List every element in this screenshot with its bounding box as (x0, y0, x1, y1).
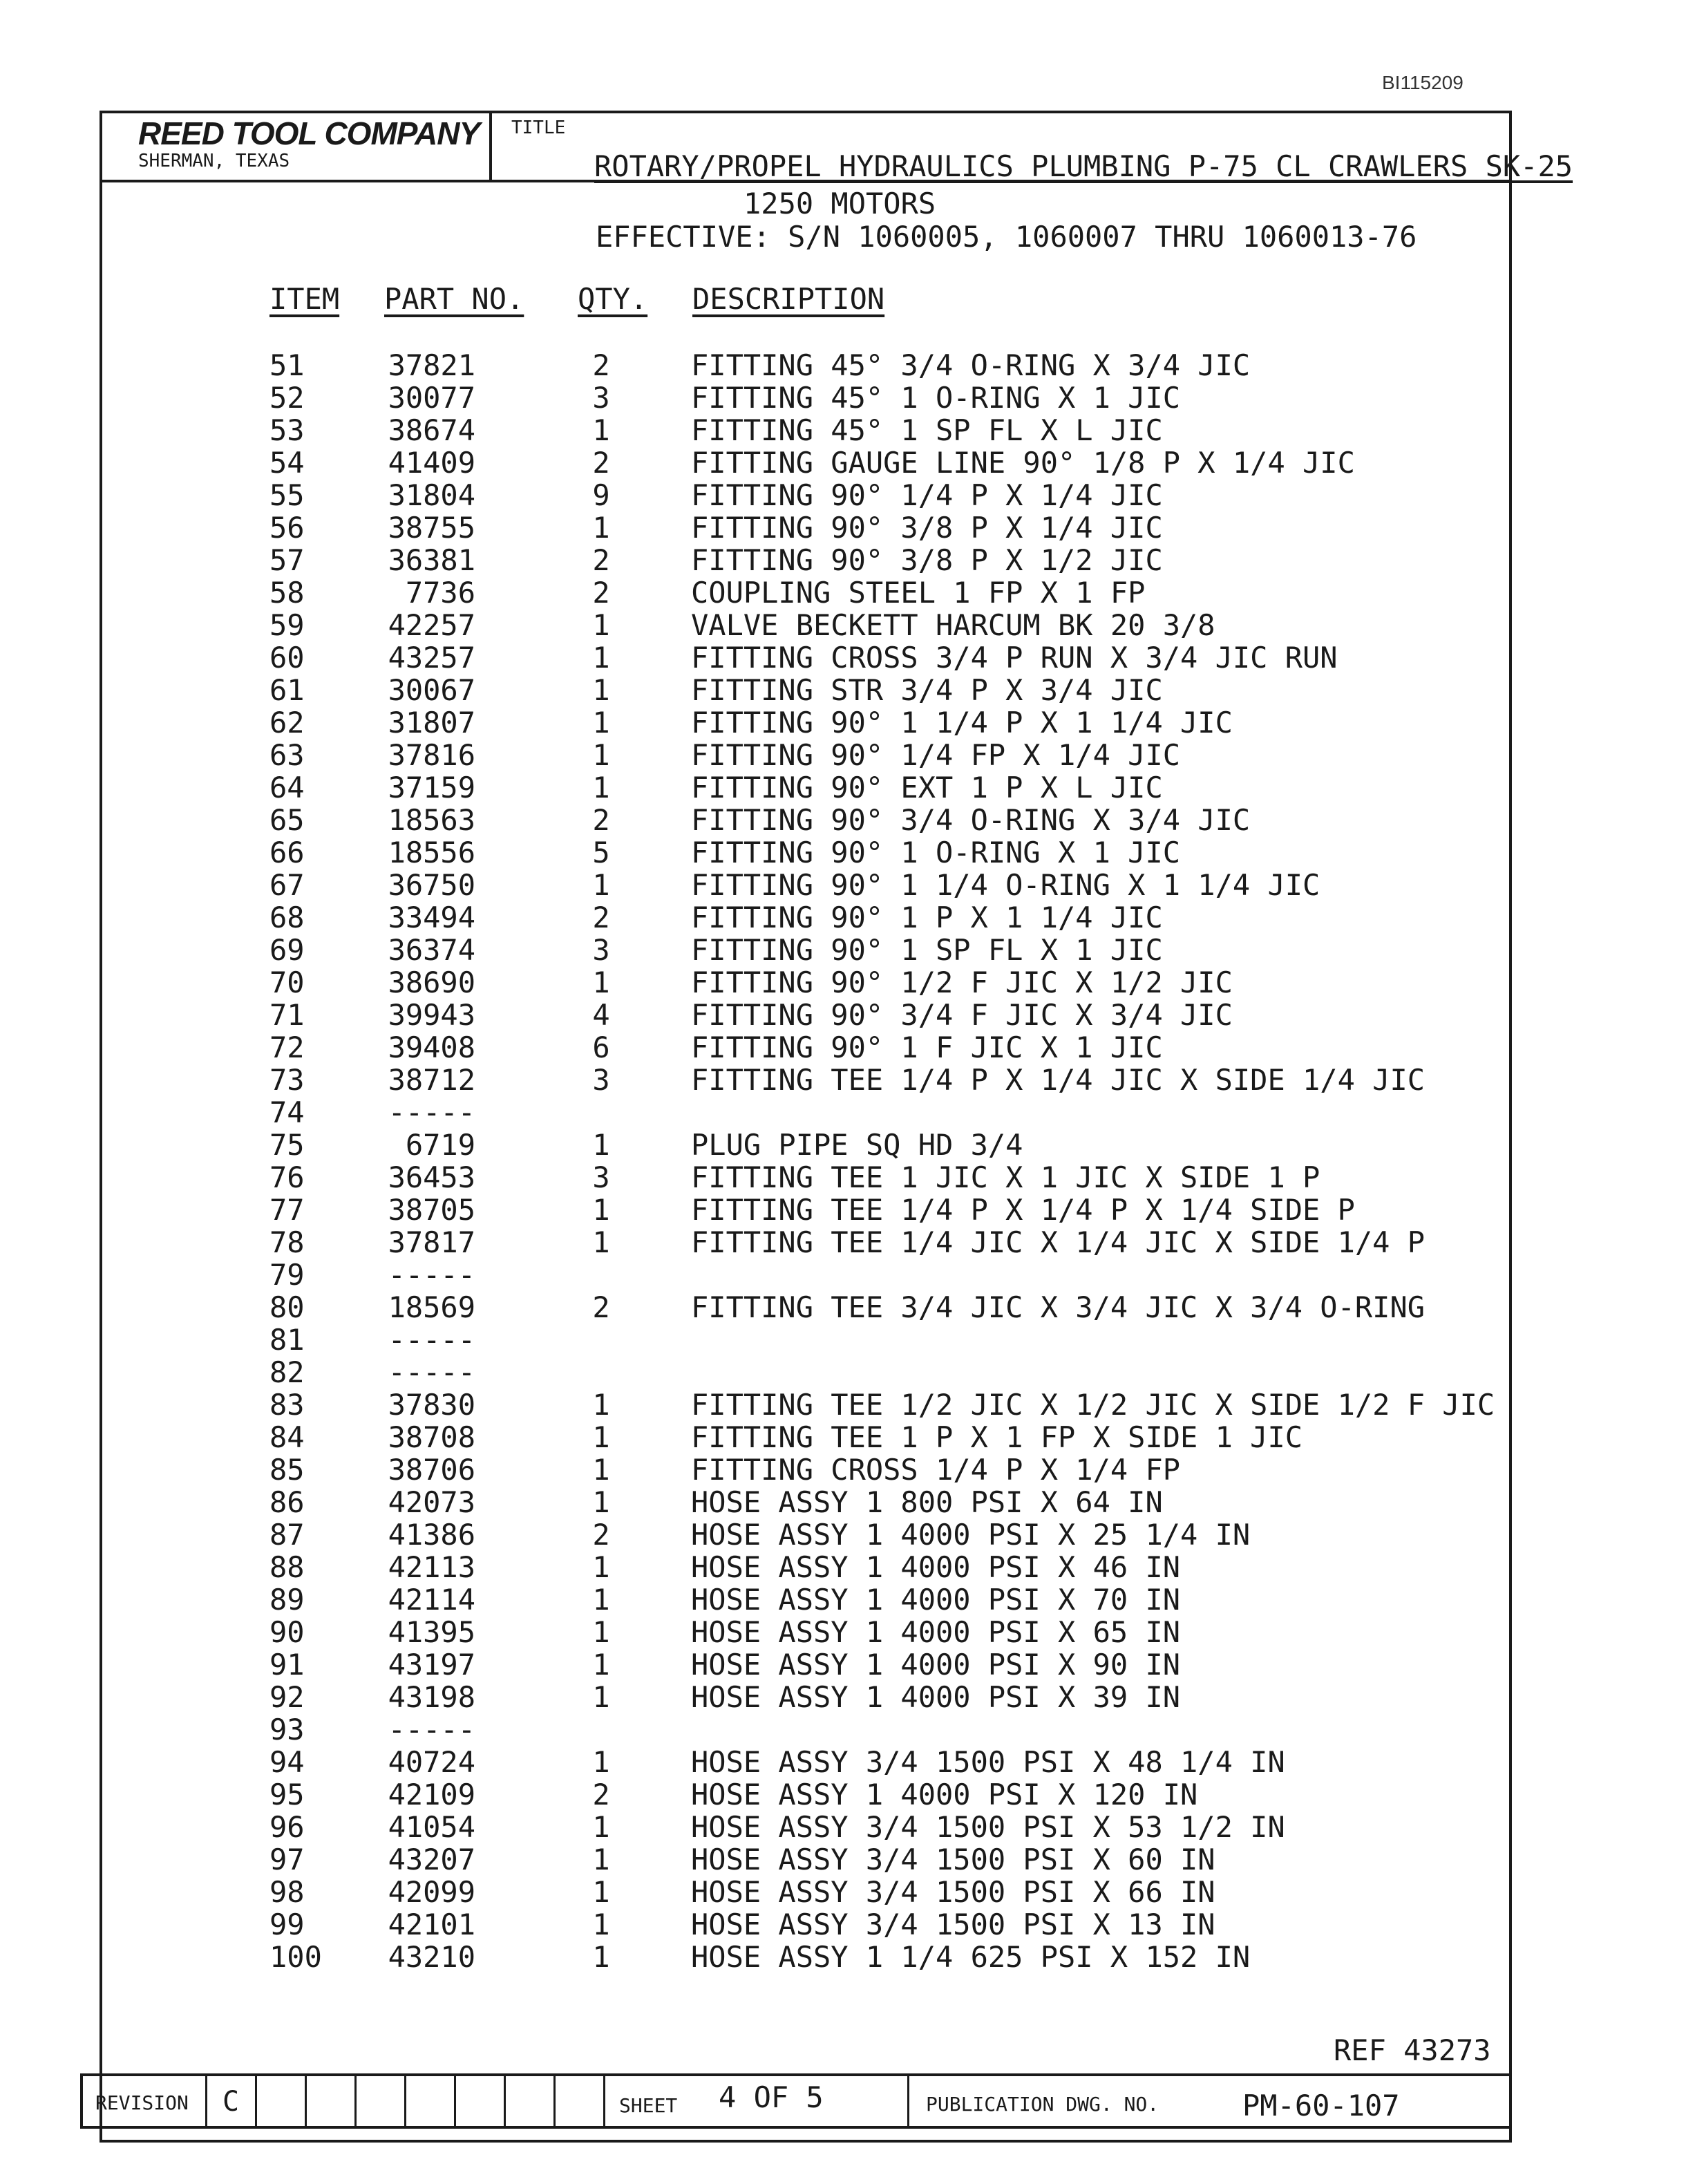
description: FITTING TEE 1 P X 1 FP X SIDE 1 JIC (691, 1420, 1303, 1454)
part-number: 42073 (388, 1485, 475, 1519)
quantity: 1 (592, 1550, 610, 1584)
table-row (0, 1160, 1686, 1193)
table-row (0, 1583, 1686, 1615)
item-number: 55 (269, 478, 305, 512)
quantity: 1 (592, 608, 610, 642)
quantity: 2 (592, 1778, 610, 1811)
table-row (0, 1810, 1686, 1843)
description: FITTING CROSS 1/4 P X 1/4 FP (691, 1453, 1181, 1487)
quantity: 2 (592, 576, 610, 610)
item-number: 59 (269, 608, 305, 642)
table-row (0, 901, 1686, 933)
parts-list (0, 348, 1686, 1973)
item-number: 97 (269, 1843, 305, 1876)
item-number: 82 (269, 1355, 305, 1389)
part-number: 38705 (388, 1193, 475, 1227)
description: VALVE BECKETT HARCUM BK 20 3/8 (691, 608, 1215, 642)
item-number: 94 (269, 1745, 305, 1779)
table-row (0, 1290, 1686, 1323)
company-location: SHERMAN, TEXAS (138, 151, 290, 171)
part-number: 30077 (388, 381, 475, 415)
quantity: 4 (592, 998, 610, 1032)
quantity: 1 (592, 1615, 610, 1649)
part-number: 41395 (388, 1615, 475, 1649)
description: HOSE ASSY 1 4000 PSI X 70 IN (691, 1583, 1181, 1617)
part-number: ----- (388, 1713, 475, 1747)
item-number: 78 (269, 1225, 305, 1259)
footer-block (80, 2073, 1512, 2127)
quantity: 3 (592, 933, 610, 967)
description: FITTING 90° 3/4 O-RING X 3/4 JIC (691, 803, 1251, 837)
publication-number: PM-60-107 (1242, 2089, 1400, 2122)
description: FITTING 45° 1 SP FL X L JIC (691, 413, 1163, 447)
revision-box (406, 2076, 456, 2127)
item-number: 68 (269, 901, 305, 934)
description: FITTING 90° 3/8 P X 1/4 JIC (691, 511, 1163, 545)
quantity: 1 (592, 1648, 610, 1682)
column-header-description: DESCRIPTION (692, 282, 885, 316)
revision-label: REVISION (95, 2091, 189, 2114)
revision-value: C (222, 2086, 240, 2118)
description: HOSE ASSY 3/4 1500 PSI X 53 1/2 IN (691, 1810, 1285, 1844)
item-number: 60 (269, 641, 305, 675)
part-number: 37817 (388, 1225, 475, 1259)
description: FITTING 90° 3/8 P X 1/2 JIC (691, 543, 1163, 577)
item-number: 53 (269, 413, 305, 447)
part-number: 37816 (388, 738, 475, 772)
table-row (0, 1355, 1686, 1388)
revision-box (307, 2076, 357, 2127)
table-row (0, 413, 1686, 446)
table-row (0, 446, 1686, 478)
quantity: 2 (592, 1518, 610, 1552)
part-number: ----- (388, 1258, 475, 1292)
table-row (0, 1843, 1686, 1875)
part-number: 38706 (388, 1453, 475, 1487)
quantity: 1 (592, 1680, 610, 1714)
table-row (0, 1420, 1686, 1453)
description: FITTING 90° 1/4 FP X 1/4 JIC (691, 738, 1181, 772)
quantity: 1 (592, 1745, 610, 1779)
description: FITTING 45° 3/4 O-RING X 3/4 JIC (691, 348, 1251, 382)
table-row (0, 1030, 1686, 1063)
sheet-label: SHEET (619, 2094, 678, 2117)
part-number: 37159 (388, 771, 475, 804)
item-number: 85 (269, 1453, 305, 1487)
part-number: 42113 (388, 1550, 475, 1584)
description: FITTING 90° EXT 1 P X L JIC (691, 771, 1163, 804)
quantity: 1 (592, 1810, 610, 1844)
item-number: 65 (269, 803, 305, 837)
description: FITTING 90° 1/2 F JIC X 1/2 JIC (691, 966, 1233, 999)
item-number: 89 (269, 1583, 305, 1617)
quantity: 1 (592, 413, 610, 447)
description: FITTING 90° 1 SP FL X 1 JIC (691, 933, 1163, 967)
document-subtitle: 1250 MOTORS (743, 187, 936, 220)
quantity: 1 (592, 1940, 610, 1974)
table-row (0, 1745, 1686, 1778)
item-number: 57 (269, 543, 305, 577)
table-row (0, 738, 1686, 771)
quantity: 1 (592, 641, 610, 675)
item-number: 64 (269, 771, 305, 804)
quantity: 2 (592, 543, 610, 577)
description: HOSE ASSY 1 4000 PSI X 46 IN (691, 1550, 1181, 1584)
quantity: 1 (592, 511, 610, 545)
description: FITTING 90° 1/4 P X 1/4 JIC (691, 478, 1163, 512)
quantity: 3 (592, 1160, 610, 1194)
publication-label: PUBLICATION DWG. NO. (926, 2093, 1159, 2116)
description: FITTING TEE 1 JIC X 1 JIC X SIDE 1 P (691, 1160, 1320, 1194)
part-number: 38755 (388, 511, 475, 545)
description: COUPLING STEEL 1 FP X 1 FP (691, 576, 1146, 610)
quantity: 1 (592, 966, 610, 999)
description: HOSE ASSY 1 1/4 625 PSI X 152 IN (691, 1940, 1251, 1974)
item-number: 83 (269, 1388, 305, 1422)
footer-left-edge (80, 2073, 83, 2129)
item-number: 58 (269, 576, 305, 610)
footer-bottom-edge (80, 2126, 1512, 2129)
part-number: 39943 (388, 998, 475, 1032)
part-number: 42101 (388, 1908, 475, 1941)
table-row (0, 706, 1686, 738)
table-row (0, 1063, 1686, 1095)
quantity: 1 (592, 706, 610, 740)
table-row (0, 478, 1686, 511)
item-number: 52 (269, 381, 305, 415)
part-number: 43207 (388, 1843, 475, 1876)
item-number: 100 (269, 1940, 322, 1974)
table-row (0, 1940, 1686, 1973)
table-row (0, 576, 1686, 608)
part-number: 42099 (388, 1875, 475, 1909)
part-number: 40724 (388, 1745, 475, 1779)
item-number: 75 (269, 1128, 305, 1162)
part-number: 43198 (388, 1680, 475, 1714)
quantity: 1 (592, 738, 610, 772)
item-number: 87 (269, 1518, 305, 1552)
table-row (0, 868, 1686, 901)
part-number: 43210 (388, 1940, 475, 1974)
item-number: 95 (269, 1778, 305, 1811)
item-number: 61 (269, 673, 305, 707)
table-row (0, 1875, 1686, 1908)
part-number: 42114 (388, 1583, 475, 1617)
column-header-qty: QTY. (578, 282, 648, 316)
description: FITTING STR 3/4 P X 3/4 JIC (691, 673, 1163, 707)
description: FITTING TEE 1/4 JIC X 1/4 JIC X SIDE 1/4 P (691, 1225, 1425, 1259)
sheet-number: 4 OF 5 (719, 2080, 824, 2114)
quantity: 2 (592, 1290, 610, 1324)
item-number: 96 (269, 1810, 305, 1844)
company-name: REED TOOL COMPANY (138, 115, 480, 151)
table-row (0, 608, 1686, 641)
table-row (0, 1485, 1686, 1518)
quantity: 1 (592, 1193, 610, 1227)
part-number: 6719 (405, 1128, 475, 1162)
item-number: 74 (269, 1095, 305, 1129)
description: HOSE ASSY 3/4 1500 PSI X 13 IN (691, 1908, 1215, 1941)
part-number: ----- (388, 1095, 475, 1129)
description: FITTING 45° 1 O-RING X 1 JIC (691, 381, 1181, 415)
table-row (0, 836, 1686, 868)
item-number: 93 (269, 1713, 305, 1747)
item-number: 84 (269, 1420, 305, 1454)
title-block (100, 111, 1573, 183)
description: FITTING 90° 3/4 F JIC X 3/4 JIC (691, 998, 1233, 1032)
description: HOSE ASSY 1 800 PSI X 64 IN (691, 1485, 1163, 1519)
table-row (0, 1095, 1686, 1128)
part-number: 18556 (388, 836, 475, 869)
quantity: 3 (592, 381, 610, 415)
part-number: 38690 (388, 966, 475, 999)
item-number: 80 (269, 1290, 305, 1324)
reference-number: REF 43273 (1334, 2033, 1491, 2067)
column-header-item: ITEM (269, 282, 340, 316)
item-number: 54 (269, 446, 305, 480)
table-row (0, 1713, 1686, 1745)
part-number: 36381 (388, 543, 475, 577)
table-row (0, 1680, 1686, 1713)
description: FITTING 90° 1 1/4 P X 1 1/4 JIC (691, 706, 1233, 740)
revision-box (506, 2076, 556, 2127)
table-row (0, 1323, 1686, 1355)
item-number: 99 (269, 1908, 305, 1941)
part-number: 36453 (388, 1160, 475, 1194)
table-row (0, 543, 1686, 576)
part-number: 7736 (405, 576, 475, 610)
description: PLUG PIPE SQ HD 3/4 (691, 1128, 1023, 1162)
table-row (0, 1615, 1686, 1648)
table-row (0, 1908, 1686, 1940)
description: HOSE ASSY 1 4000 PSI X 90 IN (691, 1648, 1181, 1682)
description: HOSE ASSY 3/4 1500 PSI X 48 1/4 IN (691, 1745, 1285, 1779)
quantity: 2 (592, 348, 610, 382)
description: FITTING CROSS 3/4 P RUN X 3/4 JIC RUN (691, 641, 1338, 675)
quantity: 1 (592, 1908, 610, 1941)
table-row (0, 1193, 1686, 1225)
part-number: 30067 (388, 673, 475, 707)
part-number: 39408 (388, 1030, 475, 1064)
quantity: 1 (592, 673, 610, 707)
description: HOSE ASSY 1 4000 PSI X 120 IN (691, 1778, 1198, 1811)
quantity: 1 (592, 1875, 610, 1909)
description: FITTING TEE 1/4 P X 1/4 JIC X SIDE 1/4 JIC (691, 1063, 1425, 1097)
revision-box (357, 2076, 406, 2127)
table-row (0, 771, 1686, 803)
quantity: 6 (592, 1030, 610, 1064)
quantity: 2 (592, 803, 610, 837)
part-number: 36750 (388, 868, 475, 902)
effective-serials: EFFECTIVE: S/N 1060005, 1060007 THRU 1060013-76 (596, 220, 1417, 254)
description: HOSE ASSY 3/4 1500 PSI X 60 IN (691, 1843, 1215, 1876)
description: FITTING 90° 1 P X 1 1/4 JIC (691, 901, 1163, 934)
document-title: ROTARY/PROPEL HYDRAULICS PLUMBING P-75 CL CRAWLERS SK-25 (594, 149, 1573, 183)
table-row (0, 933, 1686, 966)
part-number: 18569 (388, 1290, 475, 1324)
table-row (0, 1778, 1686, 1810)
description: FITTING TEE 3/4 JIC X 3/4 JIC X 3/4 O-RING (691, 1290, 1425, 1324)
quantity: 1 (592, 868, 610, 902)
description: FITTING 90° 1 F JIC X 1 JIC (691, 1030, 1163, 1064)
part-number: 37830 (388, 1388, 475, 1422)
part-number: 43257 (388, 641, 475, 675)
table-row (0, 998, 1686, 1030)
description: HOSE ASSY 3/4 1500 PSI X 66 IN (691, 1875, 1215, 1909)
part-number: 36374 (388, 933, 475, 967)
description: FITTING TEE 1/4 P X 1/4 P X 1/4 SIDE P (691, 1193, 1355, 1227)
item-number: 56 (269, 511, 305, 545)
quantity: 1 (592, 1128, 610, 1162)
item-number: 73 (269, 1063, 305, 1097)
part-number: 38708 (388, 1420, 475, 1454)
title-label: TITLE (511, 117, 566, 138)
company-block (100, 111, 492, 180)
quantity: 1 (592, 1843, 610, 1876)
document-id: BI115209 (1382, 72, 1464, 93)
item-number: 86 (269, 1485, 305, 1519)
part-number: 31804 (388, 478, 475, 512)
item-number: 92 (269, 1680, 305, 1714)
table-row (0, 673, 1686, 706)
part-number: 41386 (388, 1518, 475, 1552)
quantity: 9 (592, 478, 610, 512)
part-number: 37821 (388, 348, 475, 382)
description: HOSE ASSY 1 4000 PSI X 65 IN (691, 1615, 1181, 1649)
quantity: 1 (592, 1225, 610, 1259)
table-row (0, 641, 1686, 673)
part-number: ----- (388, 1323, 475, 1357)
item-number: 91 (269, 1648, 305, 1682)
item-number: 70 (269, 966, 305, 999)
revision-box (556, 2076, 605, 2127)
table-row (0, 1388, 1686, 1420)
item-number: 62 (269, 706, 305, 740)
part-number: 43197 (388, 1648, 475, 1682)
table-row (0, 1518, 1686, 1550)
item-number: 66 (269, 836, 305, 869)
table-row (0, 1648, 1686, 1680)
item-number: 71 (269, 998, 305, 1032)
item-number: 88 (269, 1550, 305, 1584)
item-number: 81 (269, 1323, 305, 1357)
item-number: 98 (269, 1875, 305, 1909)
quantity: 1 (592, 1583, 610, 1617)
quantity: 1 (592, 1485, 610, 1519)
part-number: 33494 (388, 901, 475, 934)
quantity: 1 (592, 1420, 610, 1454)
item-number: 79 (269, 1258, 305, 1292)
quantity: 2 (592, 901, 610, 934)
item-number: 51 (269, 348, 305, 382)
description: FITTING GAUGE LINE 90° 1/8 P X 1/4 JIC (691, 446, 1355, 480)
item-number: 67 (269, 868, 305, 902)
item-number: 72 (269, 1030, 305, 1064)
quantity: 1 (592, 1453, 610, 1487)
table-row (0, 1128, 1686, 1160)
description: FITTING 90° 1 O-RING X 1 JIC (691, 836, 1181, 869)
quantity: 3 (592, 1063, 610, 1097)
table-row (0, 1453, 1686, 1485)
part-number: 38674 (388, 413, 475, 447)
item-number: 76 (269, 1160, 305, 1194)
revision-box (456, 2076, 506, 2127)
description: FITTING 90° 1 1/4 O-RING X 1 1/4 JIC (691, 868, 1320, 902)
revision-box (257, 2076, 307, 2127)
quantity: 5 (592, 836, 610, 869)
part-number: 38712 (388, 1063, 475, 1097)
part-number: 41054 (388, 1810, 475, 1844)
description: FITTING TEE 1/2 JIC X 1/2 JIC X SIDE 1/2 F JIC (691, 1388, 1495, 1422)
table-row (0, 966, 1686, 998)
part-number: 18563 (388, 803, 475, 837)
part-number: 31807 (388, 706, 475, 740)
quantity: 2 (592, 446, 610, 480)
table-row (0, 803, 1686, 836)
table-row (0, 1258, 1686, 1290)
table-row (0, 381, 1686, 413)
item-number: 63 (269, 738, 305, 772)
part-number: 42109 (388, 1778, 475, 1811)
description: HOSE ASSY 1 4000 PSI X 39 IN (691, 1680, 1181, 1714)
quantity: 1 (592, 1388, 610, 1422)
table-row (0, 348, 1686, 381)
table-row (0, 511, 1686, 543)
item-number: 90 (269, 1615, 305, 1649)
part-number: 42257 (388, 608, 475, 642)
item-number: 69 (269, 933, 305, 967)
column-header-part-no: PART NO. (384, 282, 524, 316)
quantity: 1 (592, 771, 610, 804)
part-number: 41409 (388, 446, 475, 480)
table-row (0, 1550, 1686, 1583)
table-row (0, 1225, 1686, 1258)
description: HOSE ASSY 1 4000 PSI X 25 1/4 IN (691, 1518, 1251, 1552)
part-number: ----- (388, 1355, 475, 1389)
item-number: 77 (269, 1193, 305, 1227)
